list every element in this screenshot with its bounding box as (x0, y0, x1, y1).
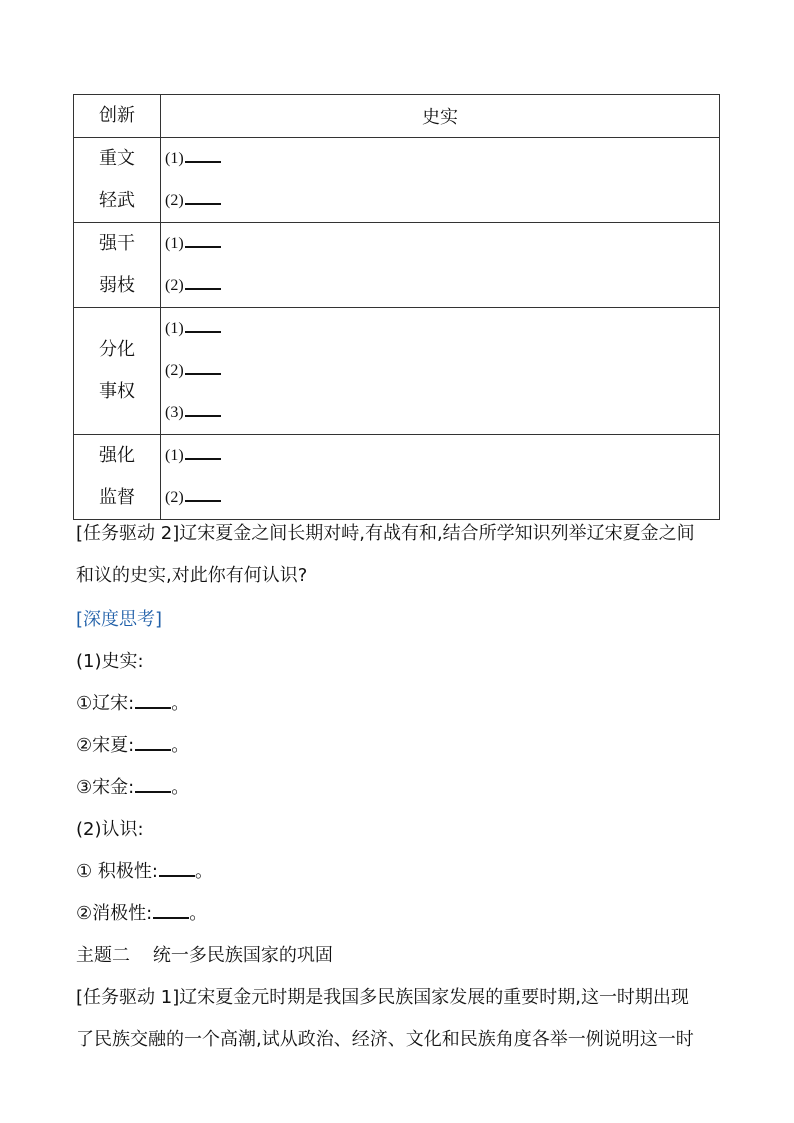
answer-blank (185, 317, 221, 333)
fact-liao-song: ①辽宋: 。 (76, 693, 190, 714)
facts-heading: (1)史实: (76, 651, 144, 672)
item-number: (1) (165, 235, 184, 252)
category-line: 轻武 (99, 190, 135, 211)
item-number: (2) (165, 489, 184, 506)
answer-blank (185, 444, 221, 460)
item-number: (1) (165, 320, 184, 337)
view-positive: ① 积极性: 。 (76, 861, 213, 882)
fact-song-xia: ②宋夏: 。 (76, 735, 190, 756)
answer-blank (153, 903, 189, 919)
theme2-title: 主题二 统一多民族国家的巩固 (76, 945, 333, 966)
item-number: (2) (165, 362, 184, 379)
table-header-row (74, 95, 720, 138)
innovation-table (73, 94, 720, 520)
header-innovation: 创新 (74, 95, 161, 138)
answer-blank (185, 232, 221, 248)
view-negative: ②消极性: 。 (76, 903, 208, 924)
item-number: (1) (165, 150, 184, 167)
answer-blank (135, 693, 171, 709)
item-number: (2) (165, 192, 184, 209)
item-number: (3) (165, 404, 184, 421)
table-row (74, 223, 720, 308)
deep-thinking-label: [深度思考] (76, 609, 163, 630)
table-row (74, 138, 720, 223)
views-heading: (2)认识: (76, 819, 144, 840)
category-line: 事权 (99, 381, 135, 402)
answer-blank (185, 274, 221, 290)
answer-blank (185, 189, 221, 205)
category-line: 强化 (99, 445, 135, 466)
table-row (74, 435, 720, 520)
answer-blank (135, 735, 171, 751)
item-number: (2) (165, 277, 184, 294)
answer-blank (185, 359, 221, 375)
task2-line1: [任务驱动 2]辽宋夏金之间长期对峙,有战有和,结合所学知识列举辽宋夏金之间 (76, 523, 695, 544)
header-facts: 史实 (161, 95, 720, 138)
category-line: 弱枝 (99, 275, 135, 296)
theme2-task1-line1: [任务驱动 1]辽宋夏金元时期是我国多民族国家发展的重要时期,这一时期出现 (76, 987, 689, 1008)
answer-blank (135, 777, 171, 793)
item-number: (1) (165, 447, 184, 464)
answer-blank (185, 486, 221, 502)
category-line: 监督 (99, 487, 135, 508)
answer-blank (159, 861, 195, 877)
table-row (74, 308, 720, 435)
category-line: 强干 (99, 233, 135, 254)
answer-blank (185, 147, 221, 163)
answer-blank (185, 401, 221, 417)
fact-song-jin: ③宋金: 。 (76, 777, 190, 798)
task2-line2: 和议的史实,对此你有何认识? (76, 565, 308, 586)
theme2-task1-line2: 了民族交融的一个高潮,试从政治、经济、文化和民族角度各举一例说明这一时 (76, 1029, 694, 1050)
category-line: 分化 (99, 339, 135, 360)
category-line: 重文 (99, 148, 135, 169)
